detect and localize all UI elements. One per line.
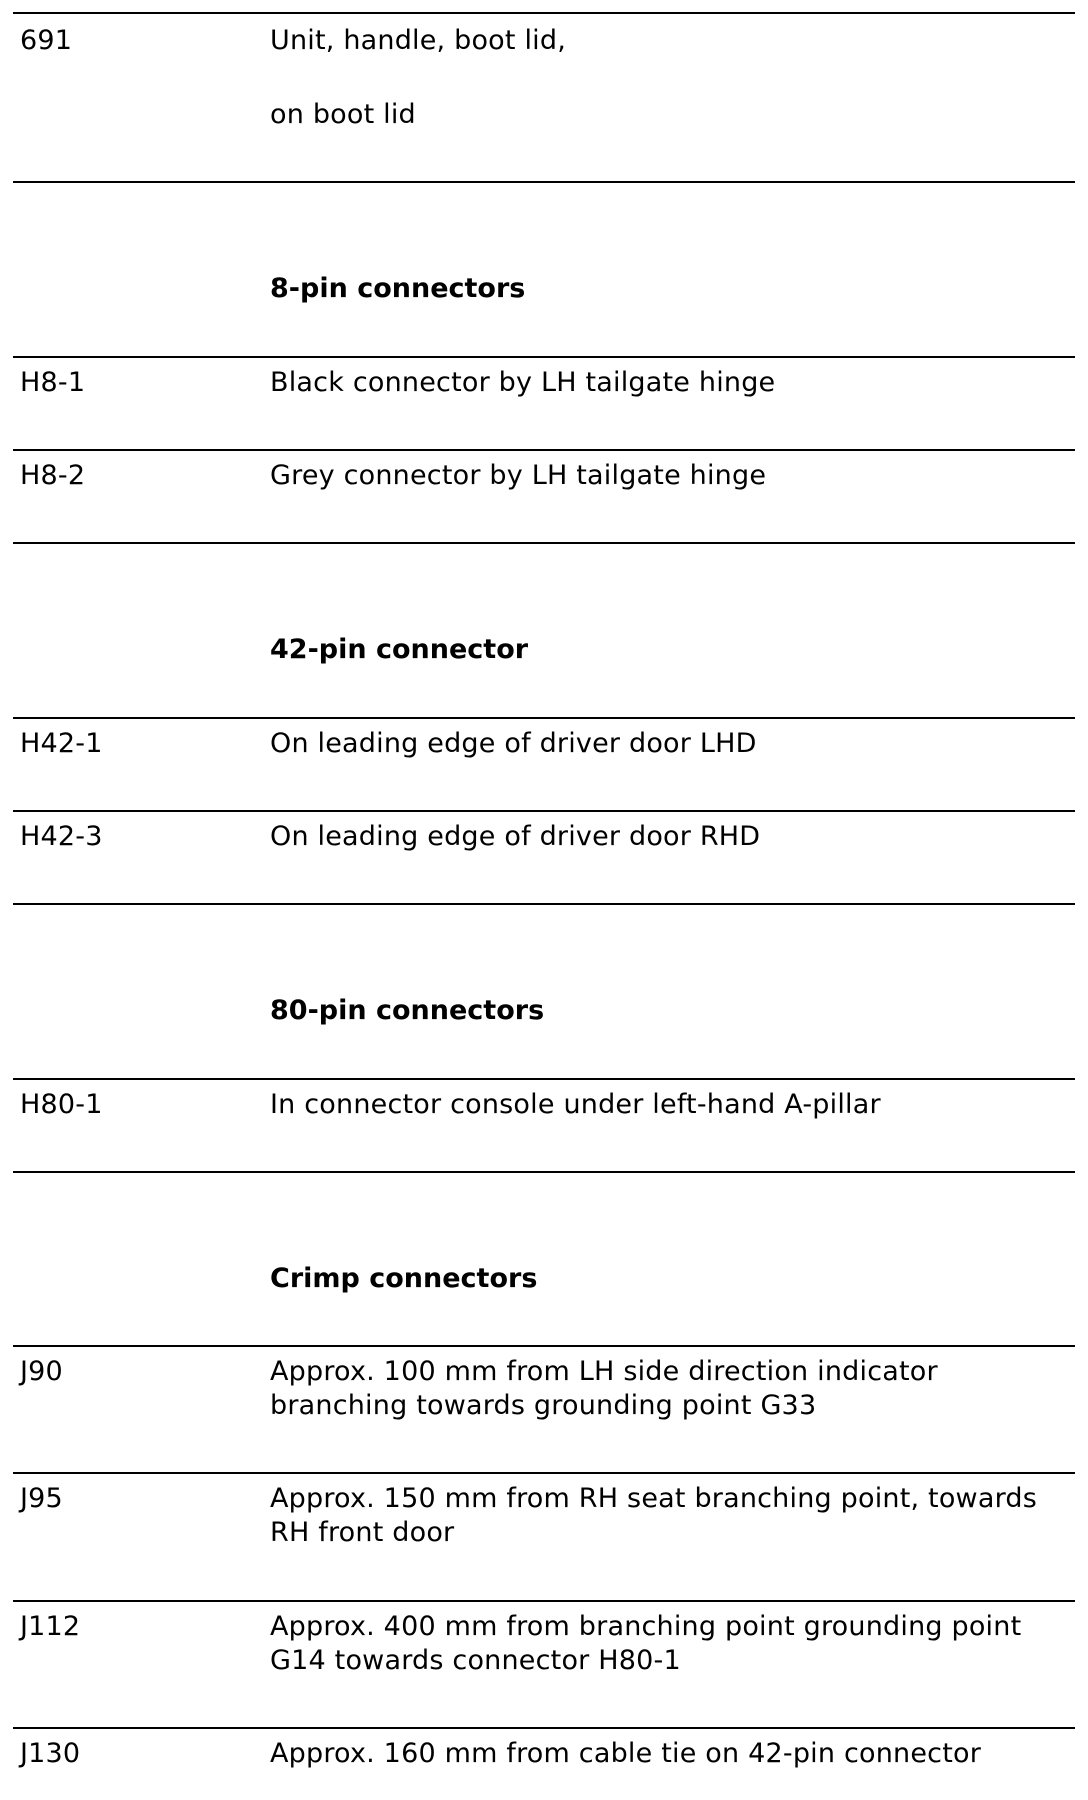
row-description: On leading edge of driver door LHD — [270, 728, 757, 759]
table-rule — [13, 542, 1075, 544]
table-rule — [13, 1171, 1075, 1173]
row-description: Grey connector by LH tailgate hinge — [270, 460, 767, 491]
row-code: H80-1 — [20, 1089, 103, 1120]
row-description: Unit, handle, boot lid, — [270, 25, 566, 56]
table-rule — [13, 12, 1075, 14]
row-code: J95 — [20, 1483, 63, 1514]
row-code: J112 — [20, 1611, 81, 1642]
table-rule — [13, 903, 1075, 905]
table-rule — [13, 1472, 1075, 1474]
row-description: Approx. 150 mm from RH seat branching point, towards — [270, 1483, 1038, 1514]
table-rule — [13, 1078, 1075, 1080]
row-code: H42-1 — [20, 728, 103, 759]
row-description: on boot lid — [270, 99, 416, 130]
row-description: On leading edge of driver door RHD — [270, 821, 761, 852]
row-code: J130 — [20, 1738, 81, 1769]
section-heading: 8-pin connectors — [270, 273, 526, 304]
section-heading: 80-pin connectors — [270, 995, 545, 1026]
row-code: 691 — [20, 25, 73, 56]
row-description: RH front door — [270, 1517, 455, 1548]
table-rule — [13, 449, 1075, 451]
row-description: Approx. 160 mm from cable tie on 42-pin connector — [270, 1738, 982, 1769]
row-description: Approx. 400 mm from branching point grounding point — [270, 1611, 1022, 1642]
row-description: G14 towards connector H80-1 — [270, 1645, 681, 1676]
table-rule — [13, 1727, 1075, 1729]
table-rule — [13, 1345, 1075, 1347]
table-rule — [13, 717, 1075, 719]
section-heading: Crimp connectors — [270, 1263, 538, 1294]
row-code: H42-3 — [20, 821, 103, 852]
table-rule — [13, 1600, 1075, 1602]
table-rule — [13, 356, 1075, 358]
row-description: In connector console under left-hand A-pillar — [270, 1089, 881, 1120]
row-code: H8-1 — [20, 367, 86, 398]
section-heading: 42-pin connector — [270, 634, 529, 665]
row-description: Black connector by LH tailgate hinge — [270, 367, 776, 398]
row-description: branching towards grounding point G33 — [270, 1390, 817, 1421]
row-code: J90 — [20, 1356, 63, 1387]
row-code: H8-2 — [20, 460, 86, 491]
row-description: Approx. 100 mm from LH side direction indicator — [270, 1356, 938, 1387]
table-rule — [13, 181, 1075, 183]
table-rule — [13, 810, 1075, 812]
